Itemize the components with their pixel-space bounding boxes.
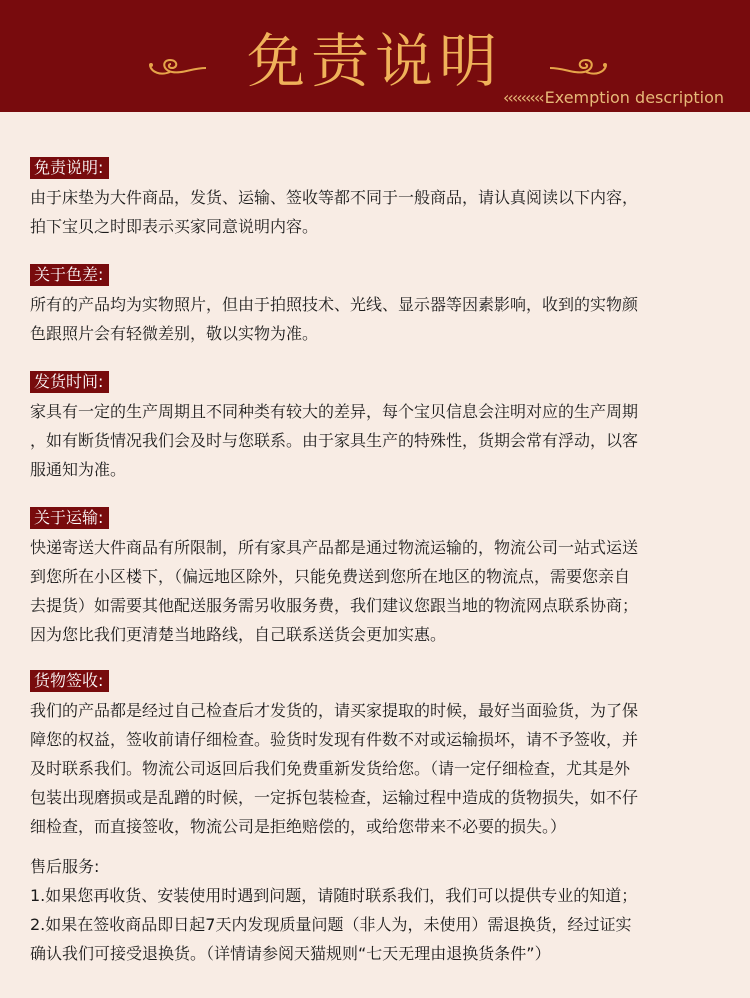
section-body — [30, 533, 730, 649]
section-body — [30, 397, 730, 484]
text-line: 我们的产品都是经过自己检查后才发货的，请买家提取的时候，最好当面验货，为了保 — [30, 701, 639, 720]
swirl-ornament-right-icon — [548, 56, 608, 78]
text-line: 细检查，而直接签收，物流公司是拒绝赔偿的，或给您带来不必要的损失。） — [30, 817, 567, 836]
section-label: 发货时间: — [30, 371, 109, 393]
text-line: 到您所在小区楼下，（偏远地区除外，只能免费送到您所在地区的物流点，需要您亲自 — [30, 567, 631, 586]
text-line: 确认我们可接受退换货。（详情请参阅天猫规则“七天无理由退换货条件”） — [30, 944, 551, 963]
section-body — [30, 881, 730, 968]
text-line: 1.如果您再收货、安装使用时遇到问题，请随时联系我们，我们可以提供专业的知道； — [30, 886, 638, 905]
section-disclaimer — [30, 157, 730, 241]
section-label: 关于色差: — [30, 264, 109, 286]
chevron-left-icon: ‹‹‹‹‹‹‹‹‹ — [503, 88, 543, 107]
text-line: 色跟照片会有轻微差别，敬以实物为准。 — [30, 324, 319, 343]
text-line: 服通知为准。 — [30, 460, 127, 479]
section-after-sales — [30, 852, 730, 968]
section-body — [30, 696, 730, 841]
text-line: 及时联系我们。物流公司返回后我们免费重新发货给您。（请一定仔细检查，尤其是外 — [30, 759, 631, 778]
text-line: 2.如果在签收商品即日起7天内发现质量问题（非人为，未使用）需退换货，经过证实 — [30, 915, 632, 934]
text-line: ，如有断货情况我们会及时与您联系。由于家具生产的特殊性，货期会常有浮动，以客 — [30, 431, 639, 450]
section-shipping — [30, 507, 730, 649]
text-line: 拍下宝贝之时即表示买家同意说明内容。 — [30, 217, 319, 236]
text-line: 快递寄送大件商品有所限制，所有家具产品都是通过物流运输的，物流公司一站式运送 — [30, 538, 639, 557]
page-title: 免责说明 — [246, 27, 503, 95]
section-body — [30, 290, 730, 348]
section-color-difference — [30, 264, 730, 348]
section-body — [30, 183, 730, 241]
section-delivery-time — [30, 371, 730, 484]
text-line: 障您的权益，签收前请仔细检查。验货时发现有件数不对或运输损坏，请不予签收，并 — [30, 730, 639, 749]
text-line: 家具有一定的生产周期且不同种类有较大的差异，每个宝贝信息会注明对应的生产周期 — [30, 402, 639, 421]
text-line: 包装出现磨损或是乱蹭的时候，一定拆包装检查，运输过程中造成的货物损失，如不仔 — [30, 788, 639, 807]
header-banner — [0, 0, 750, 112]
header-subtitle — [503, 88, 724, 107]
section-label: 免责说明: — [30, 157, 109, 179]
text-line: 所有的产品均为实物照片，但由于拍照技术、光线、显示器等因素影响，收到的实物颜 — [30, 295, 639, 314]
text-line: 因为您比我们更清楚当地路线，自己联系送货会更加实惠。 — [30, 625, 447, 644]
section-label: 售后服务: — [30, 857, 100, 876]
subtitle-text: Exemption description — [544, 88, 724, 107]
section-label: 关于运输: — [30, 507, 109, 529]
text-line: 去提货）如需要其他配送服务需另收服务费，我们建议您跟当地的物流网点联系协商； — [30, 596, 639, 615]
section-label: 货物签收: — [30, 670, 109, 692]
text-line: 由于床垫为大件商品，发货、运输、签收等都不同于一般商品，请认真阅读以下内容， — [30, 188, 639, 207]
section-receipt — [30, 670, 730, 841]
